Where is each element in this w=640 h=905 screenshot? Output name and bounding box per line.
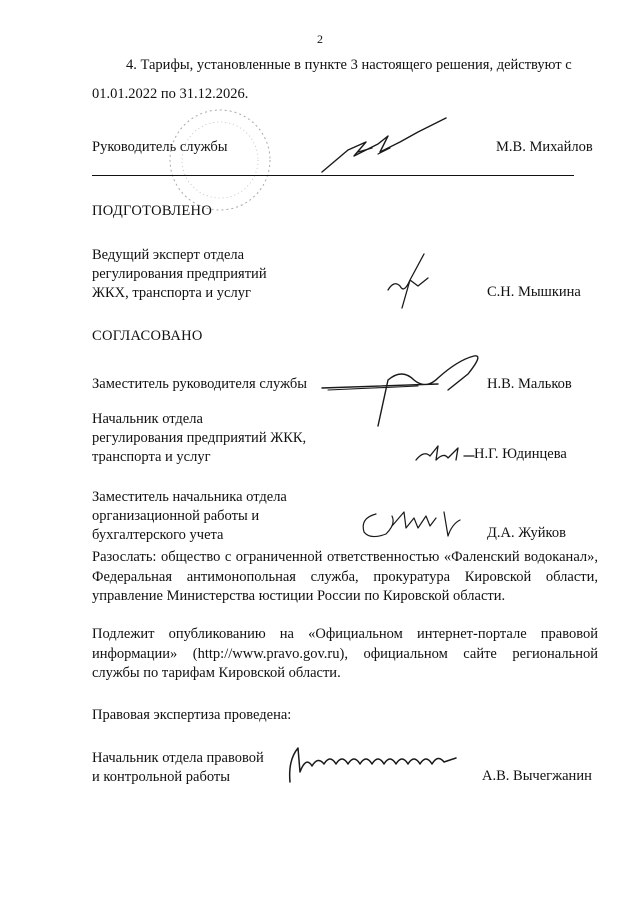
legal-signer-signature: [286, 742, 466, 787]
prepared-position: [92, 246, 342, 303]
approver-3-position: [92, 488, 342, 545]
prepared-name: С.Н. Мышкина: [487, 284, 581, 300]
approver-1-position-line-1: Заместитель руководителя службы: [92, 376, 308, 392]
head-signature: [318, 112, 458, 178]
official-stamp-mark: [168, 100, 278, 220]
page-number: 2: [317, 32, 323, 46]
legal-signer-name: А.В. Вычегжанин: [482, 768, 592, 784]
approver-1-position: [92, 375, 342, 394]
approver-2-position: [92, 410, 342, 467]
approver-2-signature: [414, 438, 480, 468]
approver-2-position-line-1: Начальник отдела: [92, 411, 203, 427]
approved-heading: СОГЛАСОВАНО: [92, 328, 203, 344]
approver-1-signature: [318, 350, 498, 430]
prepared-position-line-2: регулирования предприятий: [92, 266, 267, 282]
legal-review-text: Правовая экспертиза проведена:: [92, 707, 292, 723]
approver-1-name: Н.В. Мальков: [487, 376, 572, 392]
clause-line-2: 01.01.2022 по 31.12.2026.: [92, 86, 249, 102]
publication-paragraph: Подлежит опубликованию на «Официальном интернет-портале правовой информации» (http://www.pravo.gov.ru), официальном сайте региональной службы по тарифам Кировской области.: [92, 626, 598, 681]
legal-signer-position-line-1: Начальник отдела правовой: [92, 750, 264, 766]
head-position: Руководитель службы: [92, 139, 228, 155]
separator-rule: [92, 175, 574, 176]
distribution-paragraph: Разослать: общество с ограниченной ответственностью «Фаленский водоканал», Федеральная антимонопольная служба, прокуратура Кировской области, управление Министерства юстиции России по Кировской области.: [92, 549, 598, 604]
approver-3-position-line-3: бухгалтерского учета: [92, 527, 224, 543]
prepared-position-line-3: ЖКХ, транспорта и услуг: [92, 285, 251, 301]
head-name: М.В. Михайлов: [496, 139, 593, 155]
clause-line-1: 4. Тарифы, установленные в пункте 3 настоящего решения, действуют с: [126, 57, 572, 73]
prepared-heading: ПОДГОТОВЛЕНО: [92, 203, 213, 219]
prepared-position-line-1: Ведущий эксперт отдела: [92, 247, 245, 263]
approver-3-position-line-2: организационной работы и: [92, 508, 260, 524]
prepared-signature: [380, 250, 440, 315]
legal-signer-position-line-2: и контрольной работы: [92, 769, 230, 785]
approver-3-position-line-1: Заместитель начальника отдела: [92, 489, 287, 505]
approver-3-signature: [356, 504, 466, 544]
approver-3-name: Д.А. Жуйков: [487, 525, 566, 541]
approver-2-name: Н.Г. Юдинцева: [474, 446, 567, 462]
approver-2-position-line-3: транспорта и услуг: [92, 449, 211, 465]
approver-2-position-line-2: регулирования предприятий ЖКК,: [92, 430, 307, 446]
